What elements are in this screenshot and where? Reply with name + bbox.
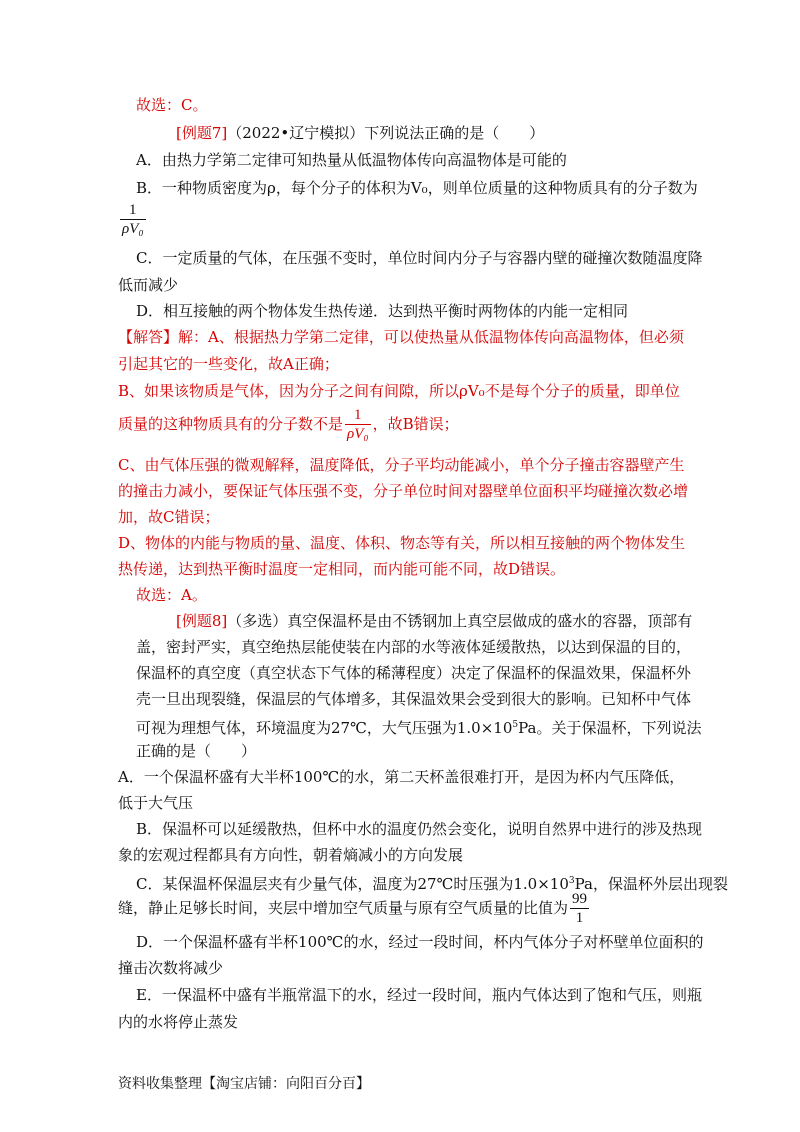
- example-7-tag: [例题7]: [176, 124, 228, 142]
- fraction: [570, 892, 589, 926]
- example-8-option-c-cont: [118, 890, 591, 926]
- example-8-question-line-6: 正确的是（ ）: [136, 742, 257, 760]
- example-7-option-c: C．一定质量的气体，在压强不变时，单位时间内分子与容器内壁的碰撞次数随温度降: [136, 249, 703, 267]
- solution-line-3: B、如果该物质是气体，因为分子之间有间隙，所以ρV₀不是每个分子的质量，即单位: [118, 382, 680, 400]
- solution-line-5: C、由气体压强的微观解释，温度降低，分子平均动能减小，单个分子撞击容器壁产生: [118, 456, 685, 474]
- fraction-numerator: 1: [129, 202, 137, 218]
- example-7-option-a: A．由热力学第二定律可知热量从低温物体传向高温物体是可能的: [136, 151, 567, 169]
- fraction: [345, 408, 371, 442]
- answer-conclusion-prev: 故选：C。: [136, 96, 208, 114]
- example-7-option-d: D．相互接触的两个物体发生热传递．达到热平衡时两物体的内能一定相同: [136, 302, 629, 320]
- example-8-line-5-text: 可视为理想气体，环境温度为27℃，大气压强为1.0×10: [136, 719, 513, 737]
- example-7-question: （2022•辽宁模拟）下列说法正确的是（ ）: [227, 124, 545, 142]
- fraction: [120, 203, 146, 237]
- example-8-question-line-4: 壳一旦出现裂缝，保温层的气体增多，其保温效果会受到很大的影响。已知杯中气体: [136, 690, 692, 708]
- solution-line-1: 【解答】解：A、根据热力学第二定律，可以使热量从低温物体传向高温物体，但必须: [118, 328, 684, 346]
- exponent: 3: [568, 876, 575, 886]
- fraction-denominator: ρV₀: [347, 426, 369, 442]
- solution-line-4: [118, 408, 459, 442]
- example-8-option-b: B．保温杯可以延缓散热，但杯中水的温度仍然会变化，说明自然界中进行的涉及热现: [136, 820, 703, 838]
- example-8-heading: [176, 611, 692, 631]
- example-7-option-b: B．一种物质密度为ρ，每个分子的体积为V₀，则单位质量的这种物质具有的分子数为: [136, 179, 698, 197]
- example-7-heading: [176, 123, 544, 143]
- example-7-option-c-cont: 低而减少: [118, 276, 179, 294]
- example-8-question-line-2: 盖，密封严实，真空绝热层能使装在内部的水等液体延缓散热，以达到保温的目的，: [136, 638, 692, 656]
- solution-line-6: 的撞击力减小，要保证气体压强不变，分子单位时间对器壁单位面积平均碰撞次数必增: [118, 482, 689, 500]
- example-8-option-a-cont: 低于大气压: [118, 794, 194, 812]
- solution-line-8: D、物体的内能与物质的量、温度、体积、物态等有关，所以相互接触的两个物体发生: [118, 534, 686, 552]
- example-8-option-a: A．一个保温杯盛有大半杯100℃的水，第二天杯盖很难打开，是因为杯内气压降低，: [118, 768, 685, 786]
- example-8-option-e-cont: 内的水将停止蒸发: [118, 1013, 239, 1031]
- solution-line-4-tail: ，故B错误；: [372, 415, 459, 433]
- solution-line-9: 热传递，达到热平衡时温度一定相同，而内能可能不同，故D错误。: [118, 560, 566, 578]
- answer-conclusion: 故选：A。: [136, 586, 207, 604]
- example-8-line-5-tail: Pa。关于保温杯，下列说法: [518, 719, 702, 737]
- exponent: 5: [512, 720, 519, 730]
- example-8-option-c-tail: Pa，保温杯外层出现裂: [574, 875, 728, 893]
- fraction-denominator: ρV₀: [122, 221, 144, 237]
- example-8-option-e: E．一保温杯中盛有半瓶常温下的水，经过一段时间，瓶内气体达到了饱和气压，则瓶: [136, 986, 702, 1004]
- page-footer: 资料收集整理【淘宝店铺：向阳百分百】: [118, 1076, 370, 1092]
- example-8-question-line-5: [136, 715, 702, 738]
- fraction-numerator: 99: [572, 891, 588, 907]
- example-8-option-b-cont: 象的宏观过程都具有方向性，朝着熵减小的方向发展: [118, 846, 464, 864]
- fraction-denominator: 1: [570, 908, 589, 926]
- example-8-tag: [例题8]: [176, 612, 228, 630]
- solution-line-2: 引起其它的一些变化，故A正确；: [118, 355, 339, 373]
- example-7-option-b-fraction: [118, 203, 148, 237]
- solution-line-7: 加，故C错误；: [118, 508, 220, 526]
- example-8-option-d-cont: 撞击次数将减少: [118, 959, 224, 977]
- fraction-numerator: 1: [354, 407, 362, 423]
- example-8-option-c-cont-text: 缝，静止足够长时间，夹层中增加空气质量与原有空气质量的比值为: [118, 899, 569, 917]
- example-8-option-d: D．一个保温杯盛有半杯100℃的水，经过一段时间，杯内气体分子对杯壁单位面积的: [136, 933, 704, 951]
- example-8-option-c-text: C．某保温杯保温层夹有少量气体，温度为27℃时压强为1.0×10: [136, 875, 569, 893]
- example-8-question-line-1: （多选）真空保温杯是由不锈钢加上真空层做成的盛水的容器，顶部有: [227, 612, 693, 630]
- example-8-question-line-3: 保温杯的真空度（真空状态下气体的稀薄程度）决定了保温杯的保温效果，保温杯外: [136, 664, 692, 682]
- solution-line-4-text: 质量的这种物质具有的分子数不是: [118, 415, 344, 433]
